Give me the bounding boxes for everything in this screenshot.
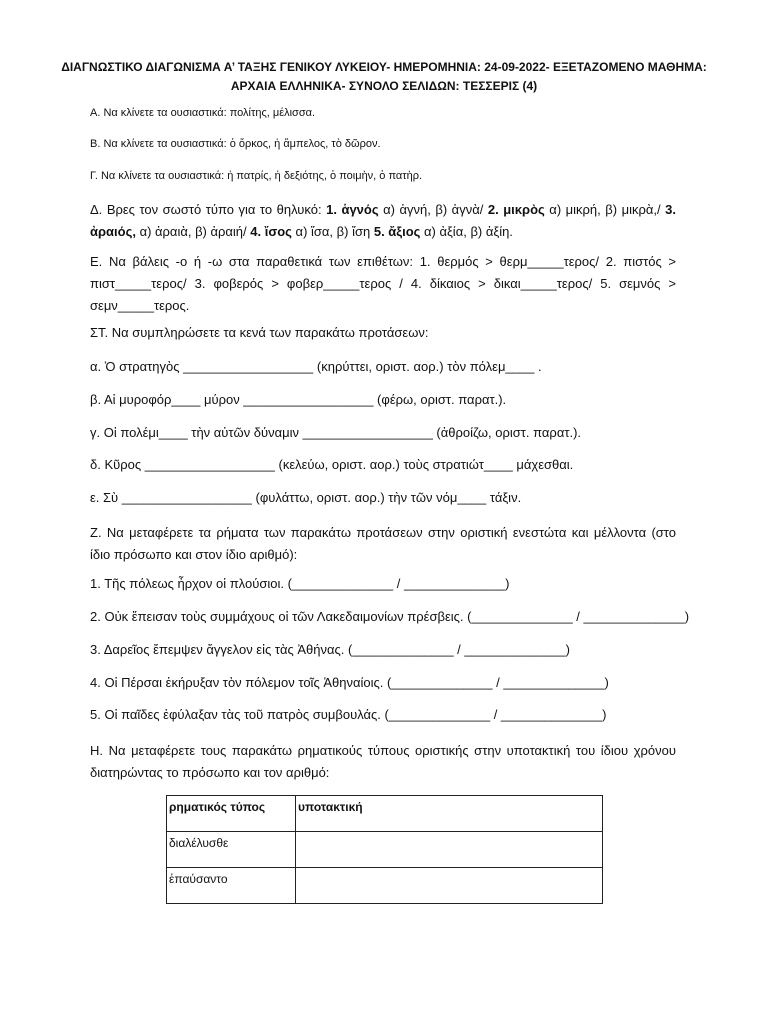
section-h-instruction: Η. Να μεταφέρετε τους παρακάτω ρηματικούς τύπους οριστικής στην υποτακτική του ίδιου χρόνου διατηρώντας το πρόσωπο και τον αριθμό:	[90, 743, 676, 780]
page-title	[60, 58, 708, 96]
options-2: α) μικρή, β) μικρὰ,/	[544, 202, 666, 217]
exercise-item: γ. Οἱ πολέμι____ τὴν αὐτῶν δύναμιν __________________ (ἀθροίζω, οριστ. παρατ.).	[90, 425, 582, 440]
section-d-intro: Δ. Βρες τον σωστό τύπο για το θηλυκό:	[90, 202, 327, 217]
section-z-instruction: Ζ. Να μεταφέρετε τα ρήματα των παρακάτω προτάσεων στην οριστική ενεστώτα και μέλλοντα (στο ίδιο πρόσωπο και στον ίδιο αριθμό):	[90, 525, 676, 562]
title-line-1: ΔΙΑΓΝΩΣΤΙΚΟ ΔΙΑΓΩΝΙΣΜΑ Α’ ΤΑΞΗΣ ΓΕΝΙΚΟΥ ΛΥΚΕΙΟΥ- ΗΜΕΡΟΜΗΝΙΑ: 24-09-2022- ΕΞΕΤΑΖΟΜΕΝΟ ΜΑΘΗΜΑ:	[61, 60, 707, 74]
exercise-item: 3. Δαρεῖος ἔπεμψεν ἄγγελον εἰς τὰς Ἀθήνας. (______________ / ______________)	[90, 642, 570, 657]
adjective-3: 3. ἀραιός,	[90, 202, 676, 239]
exercise-item: α. Ὁ στρατηγὸς __________________ (κηρύττει, οριστ. αορ.) τὸν πόλεμ____ .	[90, 359, 542, 374]
section-d	[90, 199, 676, 243]
exercise-item: 1. Τῆς πόλεως ἦρχον οἱ πλούσιοι. (______________ / ______________)	[90, 576, 510, 591]
table-header-cell: ρηματικός τύπος	[167, 796, 296, 832]
section-st-instruction: ΣΤ. Να συμπληρώσετε τα κενά των παρακάτω προτάσεων:	[90, 325, 429, 340]
exercise-item: ε. Σὺ __________________ (φυλάττω, οριστ. αορ.) τὴν τῶν νόμ____ τάξιν.	[90, 490, 522, 505]
adjective-2: 2. μικρὸς	[487, 202, 545, 217]
answer-cell[interactable]	[296, 868, 603, 904]
adjective-5: 5. ἄξιος	[373, 224, 421, 239]
table-row	[167, 868, 603, 904]
adjective-4: 4. ἴσος	[250, 224, 292, 239]
table-row	[167, 832, 603, 868]
adjective-1: 1. ἁγνός	[326, 202, 379, 217]
table-header-row	[167, 796, 603, 832]
verb-form-cell: διαλέλυσθε	[167, 832, 296, 868]
exercise-item: β. Αἱ μυροφόρ____ μύρον __________________ (φέρω, οριστ. παρατ.).	[90, 392, 507, 407]
options-1: α) ἁγνή, β) ἁγνὰ/	[378, 202, 488, 217]
answer-cell[interactable]	[296, 832, 603, 868]
subjunctive-table	[166, 795, 603, 904]
exercise-item: δ. Κῦρος __________________ (κελεύω, οριστ. αορ.) τοὺς στρατιώτ____ μάχεσθαι.	[90, 457, 574, 472]
section-a: Α. Να κλίνετε τα ουσιαστικά: πολίτης, μέλισσα.	[90, 107, 316, 119]
options-5: α) ἀξία, β) ἀξίη.	[420, 224, 513, 239]
table-header-cell: υποτακτική	[296, 796, 603, 832]
exercise-item: 5. Οἱ παῖδες ἐφύλαξαν τὰς τοῦ πατρὸς συμβουλάς. (______________ / ______________)	[90, 707, 607, 722]
section-c: Γ. Να κλίνετε τα ουσιαστικά: ἡ πατρίς, ἡ δεξιότης, ὁ ποιμὴν, ὁ πατὴρ.	[90, 170, 423, 182]
title-line-2: ΑΡΧΑΙΑ ΕΛΛΗΝΙΚΑ- ΣΥΝΟΛΟ ΣΕΛΙΔΩΝ: ΤΕΣΣΕΡΙΣ (4)	[230, 79, 538, 93]
exercise-item: 4. Οἱ Πέρσαι ἐκήρυξαν τὸν πόλεμον τοῖς Ἀθηναίοις. (______________ / ______________)	[90, 675, 609, 690]
verb-form-cell: ἐπαύσαντο	[167, 868, 296, 904]
options-3: α) ἀραιὰ, β) ἀραιή/	[135, 224, 251, 239]
exercise-item: 2. Οὐκ ἔπεισαν τοὺς συμμάχους οἱ τῶν Λακεδαιμονίων πρέσβεις. (______________ / ______________)	[90, 609, 690, 624]
options-4: α) ἴσα, β) ἴση	[291, 224, 374, 239]
section-e: Ε. Να βάλεις -ο ή -ω στα παραθετικά των επιθέτων: 1. θερμός > θερμ_____τερος/ 2. πιστός > πιστ_____τερος/ 3. φοβερός > φοβερ_____τερος / 4. δίκαιος > δικαι_____τερος/ 5. σεμνός > σεμν_____τερος.	[90, 254, 676, 313]
section-b: Β. Να κλίνετε τα ουσιαστικά: ὁ ὅρκος, ἡ ἄμπελος, τὸ δῶρον.	[90, 138, 381, 150]
